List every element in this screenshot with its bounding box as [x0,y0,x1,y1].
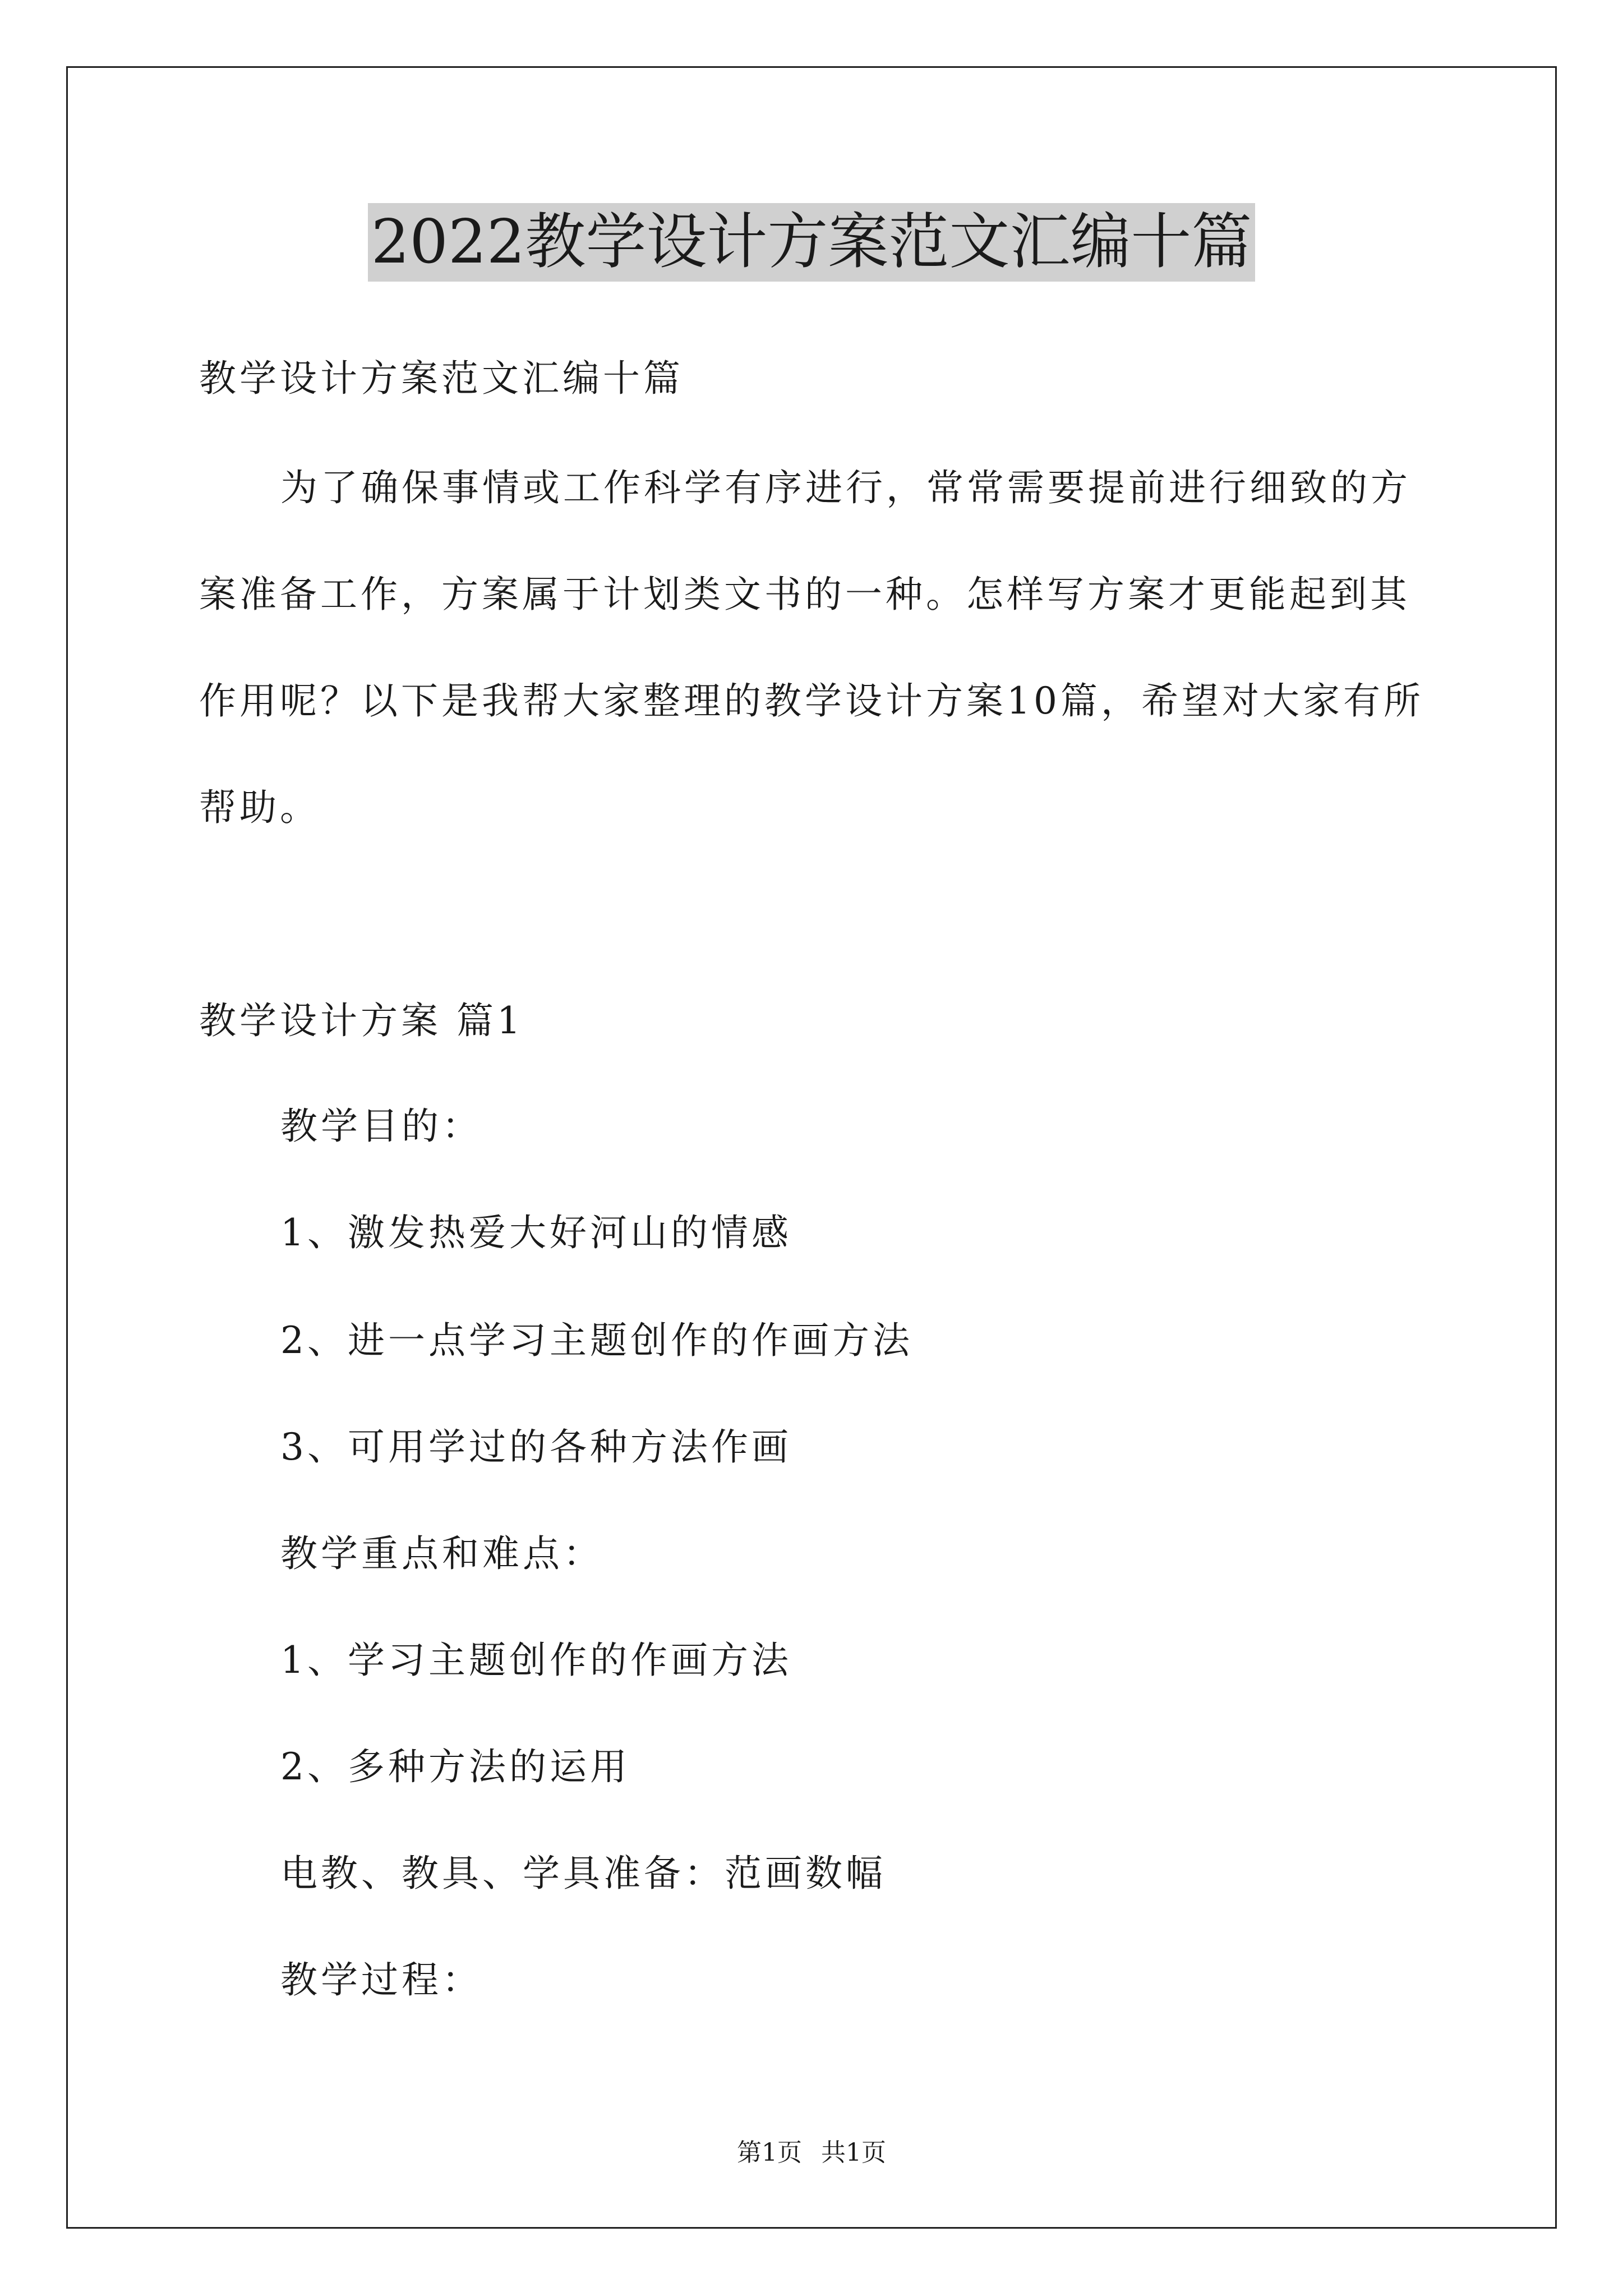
list-item: 电教、教具、学具准备：范画数幅 [280,1852,886,1895]
list-item: 1、激发热爱大好河山的情感 [280,1211,792,1254]
list-item: 教学目的： [280,1105,482,1148]
list-item: 教学重点和难点： [280,1532,603,1575]
section-heading: 教学设计方案 篇1 [199,999,524,1042]
page-number: 第1页 [737,2138,802,2167]
list-item: 2、进一点学习主题创作的作画方法 [280,1319,913,1362]
title-container [0,203,1623,282]
page-footer [0,2137,1623,2169]
list-item: 教学过程： [280,1958,482,2001]
list-item: 1、学习主题创作的作画方法 [280,1639,792,1682]
intro-line-3: 作用呢？以下是我帮大家整理的教学设计方案10篇，希望对大家有所 [199,679,1424,723]
list-item: 2、多种方法的运用 [280,1745,630,1788]
intro-line-1: 为了确保事情或工作科学有序进行，常常需要提前进行细致的方 [280,466,1411,509]
subtitle: 教学设计方案范文汇编十篇 [199,357,684,400]
document-title: 2022教学设计方案范文汇编十篇 [368,203,1256,282]
page-total: 共1页 [821,2138,886,2167]
intro-line-2: 案准备工作，方案属于计划类文书的一种。怎样写方案才更能起到其 [199,573,1410,616]
intro-line-4: 帮助。 [199,786,320,829]
list-item: 3、可用学过的各种方法作画 [280,1425,792,1469]
